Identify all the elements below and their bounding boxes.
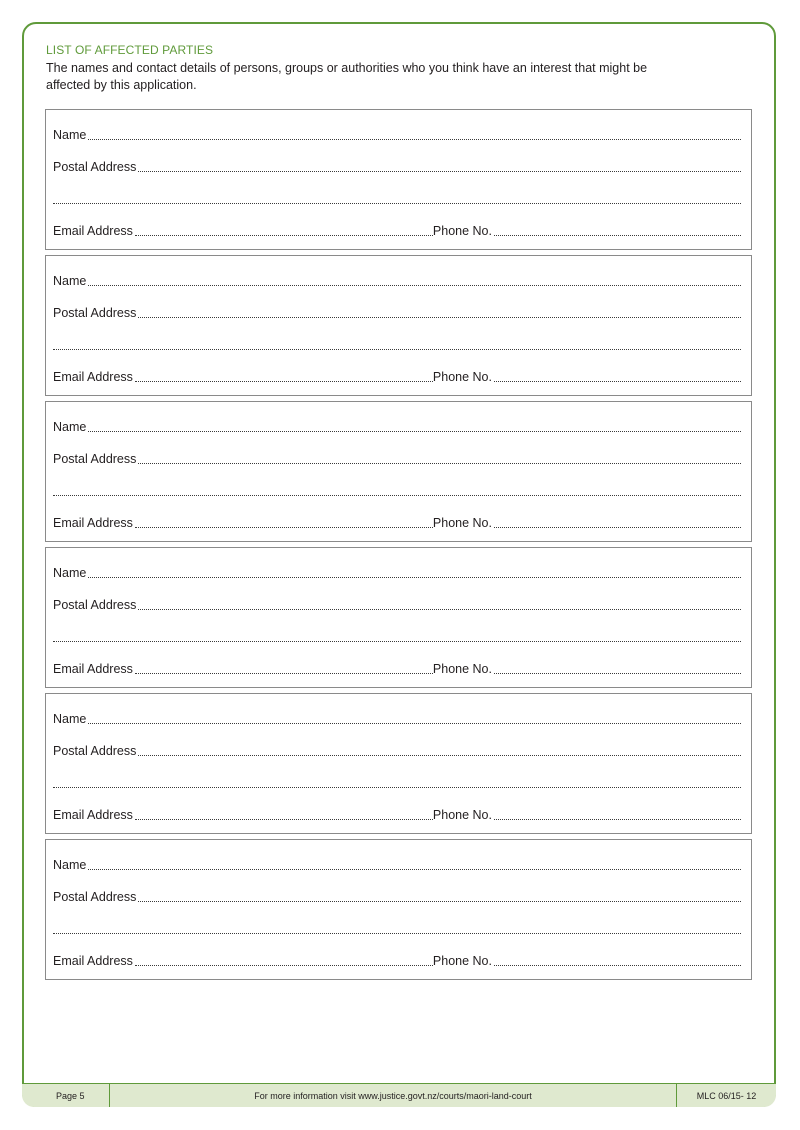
phone-label: Phone No. bbox=[432, 224, 492, 238]
contact-row bbox=[53, 222, 741, 238]
email-address-field[interactable] bbox=[135, 963, 433, 966]
postal-address-row bbox=[53, 888, 741, 904]
postal-address-label: Postal Address bbox=[53, 744, 137, 758]
email-address-label: Email Address bbox=[53, 954, 133, 968]
phone-field[interactable] bbox=[494, 963, 741, 966]
email-address-label: Email Address bbox=[53, 808, 133, 822]
phone-field[interactable] bbox=[494, 525, 741, 528]
email-address-field[interactable] bbox=[135, 671, 433, 674]
name-field[interactable] bbox=[88, 721, 741, 724]
postal-address-label: Postal Address bbox=[53, 598, 137, 612]
name-row bbox=[53, 856, 741, 872]
phone-label: Phone No. bbox=[432, 808, 492, 822]
phone-field[interactable] bbox=[494, 671, 741, 674]
email-address-field[interactable] bbox=[135, 525, 433, 528]
postal-address-line-2-field[interactable] bbox=[53, 785, 741, 788]
affected-party-block bbox=[45, 109, 752, 250]
phone-field[interactable] bbox=[494, 233, 741, 236]
name-label: Name bbox=[53, 420, 87, 434]
postal-address-row bbox=[53, 450, 741, 466]
form-code: MLC 06/15- 12 bbox=[677, 1084, 776, 1107]
postal-address-continued-row bbox=[53, 628, 741, 644]
email-address-field[interactable] bbox=[135, 233, 433, 236]
affected-party-block bbox=[45, 693, 752, 834]
affected-party-block bbox=[45, 401, 752, 542]
name-row bbox=[53, 710, 741, 726]
phone-field[interactable] bbox=[494, 817, 741, 820]
phone-label: Phone No. bbox=[432, 662, 492, 676]
name-label: Name bbox=[53, 858, 87, 872]
name-field[interactable] bbox=[88, 283, 741, 286]
postal-address-field[interactable] bbox=[138, 899, 741, 902]
postal-address-continued-row bbox=[53, 336, 741, 352]
email-address-label: Email Address bbox=[53, 516, 133, 530]
phone-label: Phone No. bbox=[432, 516, 492, 530]
postal-address-line-2-field[interactable] bbox=[53, 931, 741, 934]
postal-address-label: Postal Address bbox=[53, 160, 137, 174]
postal-address-label: Postal Address bbox=[53, 306, 137, 320]
postal-address-row bbox=[53, 304, 741, 320]
page-footer bbox=[22, 1083, 776, 1107]
postal-address-field[interactable] bbox=[138, 753, 741, 756]
postal-address-field[interactable] bbox=[138, 461, 741, 464]
contact-row bbox=[53, 514, 741, 530]
postal-address-line-2-field[interactable] bbox=[53, 201, 741, 204]
email-address-label: Email Address bbox=[53, 662, 133, 676]
postal-address-row bbox=[53, 742, 741, 758]
email-address-label: Email Address bbox=[53, 370, 133, 384]
name-field[interactable] bbox=[88, 575, 741, 578]
postal-address-label: Postal Address bbox=[53, 890, 137, 904]
postal-address-field[interactable] bbox=[138, 169, 741, 172]
section-description: The names and contact details of persons, groups or authorities who you think have an interest that might be affected by this application. bbox=[46, 61, 648, 92]
postal-address-field[interactable] bbox=[138, 607, 741, 610]
postal-address-label: Postal Address bbox=[53, 452, 137, 466]
postal-address-row bbox=[53, 596, 741, 612]
section-title: LIST OF AFFECTED PARTIES bbox=[46, 43, 214, 57]
page-number: Page 5 bbox=[22, 1084, 110, 1107]
email-address-field[interactable] bbox=[135, 379, 433, 382]
name-label: Name bbox=[53, 712, 87, 726]
postal-address-field[interactable] bbox=[138, 315, 741, 318]
postal-address-row bbox=[53, 158, 741, 174]
contact-row bbox=[53, 368, 741, 384]
affected-party-block bbox=[45, 839, 752, 980]
phone-label: Phone No. bbox=[432, 954, 492, 968]
name-field[interactable] bbox=[88, 137, 741, 140]
postal-address-line-2-field[interactable] bbox=[53, 639, 741, 642]
contact-row bbox=[53, 806, 741, 822]
name-field[interactable] bbox=[88, 429, 741, 432]
email-address-field[interactable] bbox=[135, 817, 433, 820]
contact-row bbox=[53, 660, 741, 676]
contact-row bbox=[53, 952, 741, 968]
name-label: Name bbox=[53, 566, 87, 580]
name-field[interactable] bbox=[88, 867, 741, 870]
name-label: Name bbox=[53, 274, 87, 288]
postal-address-continued-row bbox=[53, 190, 741, 206]
affected-party-block bbox=[45, 255, 752, 396]
postal-address-continued-row bbox=[53, 920, 741, 936]
name-row bbox=[53, 418, 741, 434]
phone-label: Phone No. bbox=[432, 370, 492, 384]
postal-address-line-2-field[interactable] bbox=[53, 347, 741, 350]
postal-address-line-2-field[interactable] bbox=[53, 493, 741, 496]
name-row bbox=[53, 564, 741, 580]
postal-address-continued-row bbox=[53, 774, 741, 790]
name-label: Name bbox=[53, 128, 87, 142]
footer-info-text: For more information visit www.justice.govt.nz/courts/maori-land-court bbox=[110, 1084, 677, 1107]
affected-party-block bbox=[45, 547, 752, 688]
postal-address-continued-row bbox=[53, 482, 741, 498]
name-row bbox=[53, 126, 741, 142]
name-row bbox=[53, 272, 741, 288]
phone-field[interactable] bbox=[494, 379, 741, 382]
email-address-label: Email Address bbox=[53, 224, 133, 238]
